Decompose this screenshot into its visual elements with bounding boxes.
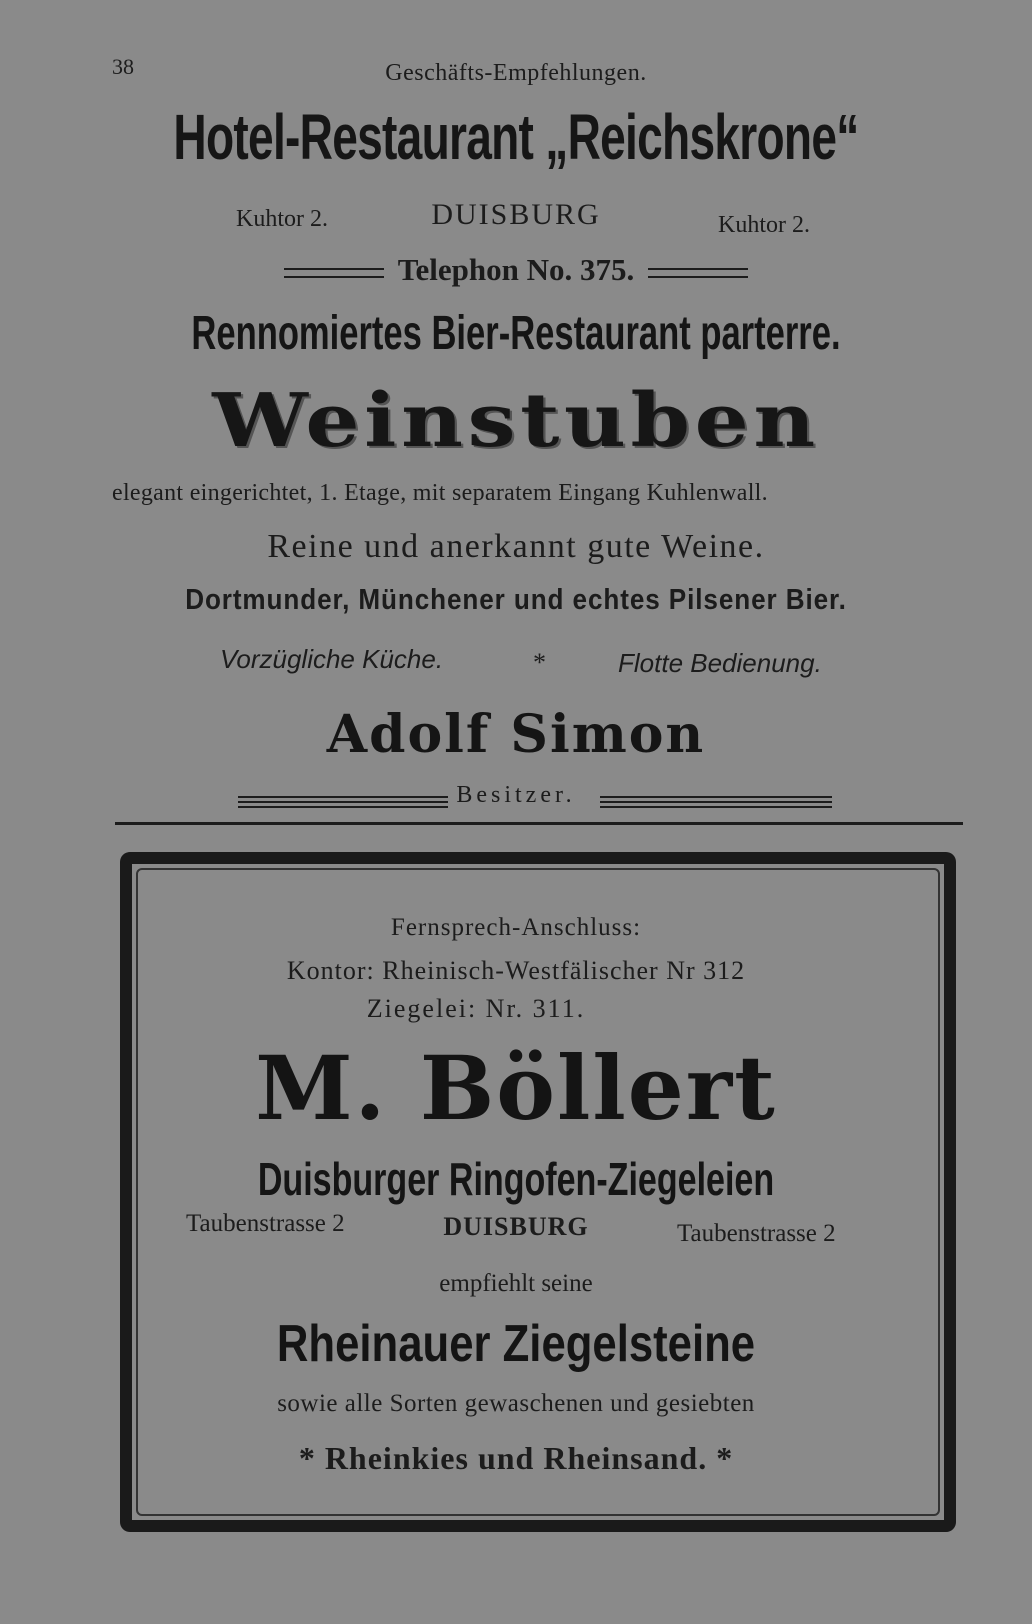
- owner-rule-right: [600, 796, 832, 811]
- company-owner-name: M. Böllert: [255, 1036, 777, 1140]
- weinstuben-heading: Weinstuben: [212, 378, 820, 464]
- biere-line: Dortmunder, Münchener und echtes Pilsener Bier.: [185, 584, 847, 616]
- star-ornament: *: [533, 648, 546, 677]
- empfiehlt-line: empfiehlt seine: [439, 1270, 593, 1297]
- hotel-city: DUISBURG: [431, 198, 601, 231]
- sowie-line: sowie alle Sorten gewaschenen und gesiebten: [277, 1390, 755, 1417]
- hotel-title: Hotel-Restaurant „Reichskrone“: [173, 101, 859, 173]
- company-city: DUISBURG: [443, 1212, 589, 1241]
- bier-restaurant-heading: Rennomiertes Bier-Restaurant parterre.: [191, 307, 841, 360]
- kueche-text: Vorzügliche Küche.: [220, 644, 444, 674]
- ad-separator-rule: [115, 822, 963, 825]
- running-head: Geschäfts-Empfehlungen.: [385, 60, 647, 86]
- owner-name: Adolf Simon: [326, 704, 706, 765]
- hotel-address-right: Kuhtor 2.: [718, 212, 810, 238]
- kontor-line: Kontor: Rheinisch-Westfälischer Nr 312: [286, 956, 746, 985]
- company-address-right: Taubenstrasse 2: [677, 1220, 836, 1247]
- telephone-line: [0, 252, 1032, 288]
- rheinkies-line: * Rheinkies und Rheinsand. *: [298, 1440, 734, 1476]
- double-rule-right: [648, 268, 748, 278]
- bedienung-text: Flotte Bedienung.: [618, 648, 822, 678]
- owner-role: Besitzer.: [456, 782, 576, 808]
- fernsprech-heading: Fernsprech-Anschluss:: [390, 914, 642, 941]
- company-address-left: Taubenstrasse 2: [186, 1210, 345, 1237]
- hotel-address-left: Kuhtor 2.: [236, 206, 328, 232]
- telephone-text: Telephon No. 375.: [397, 252, 635, 287]
- page-number: 38: [112, 54, 134, 79]
- company-name: Duisburger Ringofen-Ziegeleien: [257, 1153, 775, 1205]
- weinstuben-description: elegant eingerichtet, 1. Etage, mit separatem Eingang Kuhlenwall.: [112, 480, 768, 506]
- double-rule-left: [284, 268, 384, 278]
- product-heading: Rheinauer Ziegelsteine: [276, 1315, 756, 1373]
- weine-line: Reine und anerkannt gute Weine.: [267, 528, 765, 565]
- ziegelei-line: Ziegelei: Nr. 311.: [366, 994, 586, 1023]
